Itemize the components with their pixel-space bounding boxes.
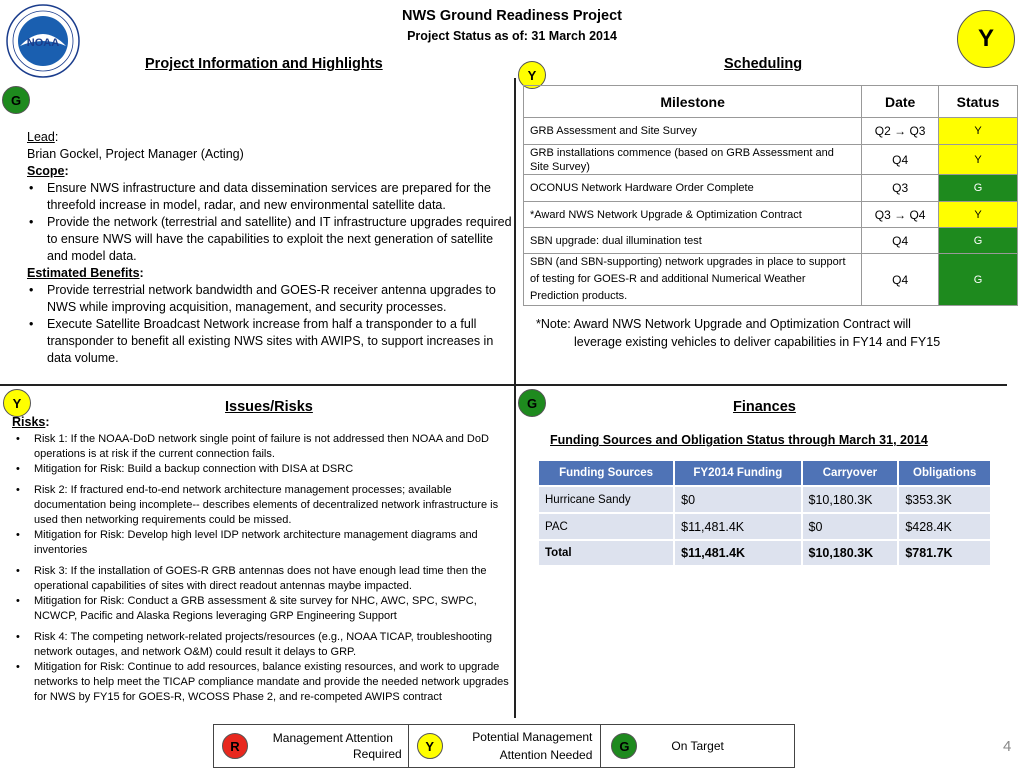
scheduling-heading: Scheduling — [724, 56, 803, 72]
page-title: NWS Ground Readiness Project — [402, 8, 622, 24]
status-cell: G — [939, 254, 1018, 306]
scheduling-note-line2: leverage existing vehicles to deliver capabilities in FY14 and FY15 — [574, 335, 941, 349]
date-cell: Q2 → Q3 — [862, 118, 939, 145]
mitigation-item: • Mitigation for Risk: Conduct a GRB assessment & site survey for NHC, AWC, SPC, SWPC, NCWCP, Pacific and Alaska Regions leveraging GRP Engineering Support — [14, 594, 510, 624]
risk-item: • Risk 3: If the installation of GOES-R GRB antennas does not have enough lead time then the operational capabilities of sites with direct readout antennas maybe impacted. — [14, 564, 510, 594]
funding-source-cell: Total — [538, 540, 674, 566]
status-cell: Y — [939, 145, 1018, 175]
carryover-cell: $10,180.3K — [802, 486, 899, 513]
mitigation-item: • Mitigation for Risk: Develop high level IDP network architecture management diagrams and inventories — [14, 528, 510, 558]
milestone-cell: OCONUS Network Hardware Order Complete — [524, 175, 862, 202]
date-cell: Q4 — [862, 254, 939, 306]
lead-label: Lead — [27, 130, 55, 144]
scope-item: • Provide the network (terrestrial and satellite) and IT infrastructure upgrades required to ensure NWS will have the capabilities to exploit the next generation of satellite and model data. — [27, 214, 515, 265]
scheduling-note-line1: *Note: Award NWS Network Upgrade and Optimization Contract will — [536, 317, 911, 331]
legend-yellow — [408, 725, 601, 768]
funding-table — [537, 459, 992, 567]
carryover-cell: $0 — [802, 513, 899, 540]
legend-green-badge: G — [611, 733, 637, 759]
legend-red-label: Required — [352, 747, 402, 761]
funding-cell: $11,481.4K — [674, 513, 801, 540]
benefit-item: • Provide terrestrial network bandwidth and GOES-R receiver antenna upgrades to NWS while improving acquisition, management, and security processes. — [27, 282, 515, 316]
date-cell: Q4 — [862, 228, 939, 254]
scope-label: Scope — [27, 164, 65, 178]
horizontal-divider — [0, 384, 1007, 386]
finances-heading: Finances — [733, 399, 796, 415]
legend-yellow-badge: Y — [417, 733, 443, 759]
finances-subtitle: Funding Sources and Obligation Status through March 31, 2014 — [550, 433, 928, 447]
benefits-label: Estimated Benefits — [27, 266, 140, 280]
issues-heading: Issues/Risks — [225, 399, 313, 415]
mitigation-item: • Mitigation for Risk: Continue to add resources, balance existing resources, and work to upgrade networks to help meet the TICAP compliance mandate and provide the needed network upgrades for NWS by FY15 for GOES-R, WCOSS Phase 2, and re-competed AWIPS contract — [14, 660, 510, 705]
project-info-heading: Project Information and Highlights — [145, 56, 383, 72]
date-cell: Q4 — [862, 145, 939, 175]
milestone-cell: SBN (and SBN-supporting) network upgrades in place to support of testing for GOES-R and additional Numerical Weather Prediction products. — [524, 254, 862, 306]
milestone-col-header: Milestone — [524, 86, 862, 118]
page-number: 4 — [1003, 738, 1012, 755]
issues-status-badge: Y — [3, 389, 31, 417]
finances-status-badge: G — [518, 389, 546, 417]
risk-item: • Risk 2: If fractured end-to-end network architecture management processes; available documentation being incomplete-- describes elements of decentralized network infrastructure is used then networking requirements could be missed. — [14, 483, 510, 528]
mitigation-item: • Mitigation for Risk: Build a backup connection with DISA at DSRC — [14, 462, 510, 477]
milestone-cell: GRB installations commence (based on GRB Assessment and Site Survey) — [524, 145, 862, 175]
risks-label-wrap: Risks: — [12, 415, 50, 429]
obligations-cell: $353.3K — [898, 486, 991, 513]
status-cell: Y — [939, 118, 1018, 145]
date-col-header: Date — [862, 86, 939, 118]
scope-item: • Ensure NWS infrastructure and data dissemination services are prepared for the threefold increase in model, radar, and new environmental satellite data. — [27, 180, 515, 214]
milestone-cell: GRB Assessment and Site Survey — [524, 118, 862, 145]
obligations-cell: $781.7K — [898, 540, 991, 566]
date-cell: Q3 — [862, 175, 939, 202]
overall-status-badge: Y — [957, 10, 1015, 68]
milestone-cell: SBN upgrade: dual illumination test — [524, 228, 862, 254]
legend-yellow-label: Attention Needed — [499, 748, 593, 762]
status-col-header: Status — [939, 86, 1018, 118]
risk-item: • Risk 1: If the NOAA-DoD network single point of failure is not addressed then NOAA and DoD operations is at risk if the current connection fails. — [14, 432, 510, 462]
funding-cell: $0 — [674, 486, 801, 513]
legend-red-badge: R — [222, 733, 248, 759]
scheduling-status-badge: Y — [518, 61, 546, 89]
funding-col-header: Funding Sources — [538, 460, 674, 486]
funding-col-header: Carryover — [802, 460, 899, 486]
legend-red-label: Management Attention — [272, 731, 393, 745]
page-subtitle: Project Status as of: 31 March 2014 — [407, 29, 617, 43]
date-cell: Q3 → Q4 — [862, 202, 939, 228]
funding-cell: $11,481.4K — [674, 540, 801, 566]
risk-list — [14, 432, 510, 705]
status-cell: G — [939, 228, 1018, 254]
lead-value: Brian Gockel, Project Manager (Acting) — [27, 147, 244, 161]
legend-yellow-label: Potential Management — [472, 730, 593, 744]
risk-item: • Risk 4: The competing network-related projects/resources (e.g., NOAA TICAP, troubleshooting network outages, and network O&M) could result it delays to GRP. — [14, 630, 510, 660]
risks-label: Risks — [12, 415, 46, 429]
carryover-cell: $10,180.3K — [802, 540, 899, 566]
milestone-cell: *Award NWS Network Upgrade & Optimization Contract — [524, 202, 862, 228]
project-info-status-badge: G — [2, 86, 30, 114]
obligations-cell: $428.4K — [898, 513, 991, 540]
funding-col-header: Obligations — [898, 460, 991, 486]
funding-source-cell: PAC — [538, 513, 674, 540]
funding-col-header: FY2014 Funding — [674, 460, 801, 486]
benefit-item: • Execute Satellite Broadcast Network increase from half a transponder to a full transponder to benefit all existing NWS sites with AWIPS, to support increases in data volume. — [27, 316, 515, 367]
milestone-table — [523, 85, 1018, 306]
legend-green-label: On Target — [671, 739, 724, 753]
legend-green — [601, 725, 795, 768]
funding-source-cell: Hurricane Sandy — [538, 486, 674, 513]
status-cell: Y — [939, 202, 1018, 228]
legend-red — [214, 725, 409, 768]
status-legend — [213, 724, 795, 768]
status-cell: G — [939, 175, 1018, 202]
vertical-divider — [514, 78, 516, 718]
project-info-body: Lead: Brian Gockel, Project Manager (Acting) Scope: • Ensure NWS infrastructure and data dissemination services are prepared for the threefold increase in model, radar, and new environmental satellite data. • Provide the network (terrestrial and satellite) and IT infrastructure upgrades required to ensure NWS will have the capabilities to exploit the next generation of satellite and model data. Estimated Benefits: • Provide terrestrial network bandwidth and GOES-R receiver antenna upgrades to NWS while improving acquisition, management, and security processes. • Execute Satellite Broadcast Network increase from half a transponder to a full transponder to benefit all existing NWS sites with AWIPS, to support increases in data volume. — [27, 129, 515, 367]
svg-text:NOAA: NOAA — [26, 37, 60, 49]
